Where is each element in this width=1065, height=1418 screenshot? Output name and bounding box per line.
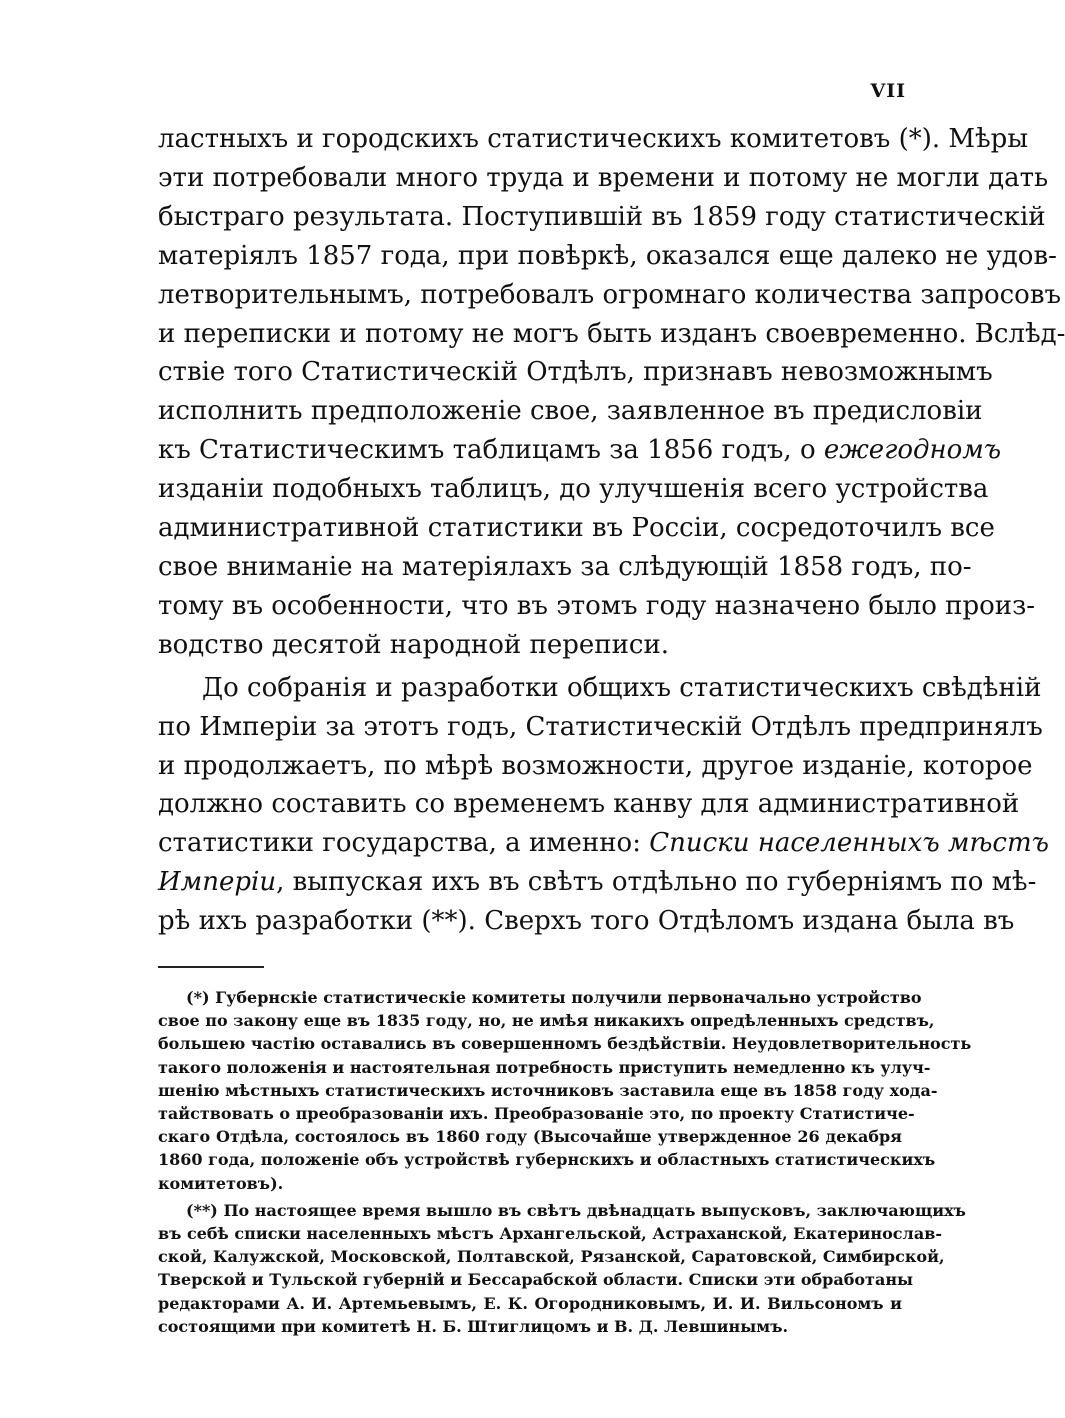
paragraph-1 xyxy=(158,120,1065,665)
text-line: летворительнымъ, потребовалъ огромнаго количества запросовъ xyxy=(158,279,1062,310)
text-line: тому въ особенности, что въ этомъ году назначено было произ- xyxy=(158,590,1036,621)
text-line: свое вниманіе на матеріялахъ за слѣдующій 1858 годъ, по- xyxy=(158,551,972,582)
text-line: должно составить со временемъ канву для административной xyxy=(158,789,1020,820)
text-line: административной статистики въ Россіи, сосредоточилъ все xyxy=(158,513,995,544)
italic-title: Имперіи xyxy=(158,867,277,898)
footnote-line: тайствовать о преобразованіи ихъ. Преобразованіе это, по проекту Статистиче- xyxy=(158,1104,915,1124)
italic-word: ежегодномъ xyxy=(823,435,1002,466)
text-line: рѣ ихъ разработки (**). Сверхъ того Отдѣломъ издана была въ xyxy=(158,906,1015,937)
text-line: исполнить предположеніе свое, заявленное въ предисловіи xyxy=(158,396,983,427)
text-line-mixed xyxy=(158,863,1037,902)
main-text xyxy=(158,120,1065,941)
text-line: ствіе того Статистическій Отдѣлъ, признавъ невозможнымъ xyxy=(158,357,993,388)
footnote-separator xyxy=(158,966,264,968)
footnote-line: шенію мѣстныхъ статистическихъ источниковъ заставила еще въ 1858 году хода- xyxy=(158,1080,938,1100)
italic-title: Списки населенныхъ мѣстъ xyxy=(649,828,1049,859)
footnote-line: (**) По настоящее время вышло въ свѣтъ двѣнадцать выпусковъ, заключающихъ xyxy=(186,1200,966,1220)
text-segment: статистики государства, а именно: xyxy=(158,828,650,859)
footnote-line: 1860 года, положеніе объ устройствѣ губернскихъ и областныхъ статистическихъ xyxy=(158,1150,936,1170)
footnote-1 xyxy=(158,986,972,1195)
footnote-line: большею частію оставались въ совершенномъ бездѣйствіи. Неудовлетворительность xyxy=(158,1034,972,1054)
footnote-line: комитетовъ). xyxy=(158,1173,284,1193)
footnote-line: въ себѣ списки населенныхъ мѣстъ Архангельской, Астраханской, Екатеринослав- xyxy=(158,1224,942,1244)
footnote-line: Тверской и Тульской губерній и Бессарабской области. Списки эти обработаны xyxy=(158,1270,914,1290)
text-line-mixed xyxy=(158,431,1002,470)
text-line: изданіи подобныхъ таблицъ, до улучшенія всего устройства xyxy=(158,474,989,505)
text-line: эти потребовали много труда и времени и потому не могли дать xyxy=(158,162,1049,193)
text-line-mixed xyxy=(158,824,1049,863)
text-line: До собранія и разработки общихъ статистическихъ свѣдѣній xyxy=(202,672,1042,703)
footnote-line: ской, Калужской, Московской, Полтавской, Рязанской, Саратовской, Симбирской, xyxy=(158,1247,945,1267)
text-line: и переписки и потому не могъ быть изданъ своевременно. Вслѣд- xyxy=(158,318,1065,349)
footnote-line: скаго Отдѣла, состоялось въ 1860 году (Высочайше утвержденное 26 декабря xyxy=(158,1127,902,1147)
footnote-line: свое по закону еще въ 1835 году, но, не имѣя никакихъ опредѣленныхъ средствъ, xyxy=(158,1011,935,1031)
text-line: быстраго результата. Поступившій въ 1859 году статистическій xyxy=(158,201,1046,232)
text-line: матеріялъ 1857 года, при повѣркѣ, оказался еще далеко не удов- xyxy=(158,240,1057,271)
text-line: по Имперіи за этотъ годъ, Статистическій Отдѣлъ предпринялъ xyxy=(158,711,1043,742)
footnote-line: редакторами А. И. Артемьевымъ, Е. К. Огородниковымъ, И. И. Вильсономъ и xyxy=(158,1293,902,1313)
footnote-line: состоящими при комитетѣ Н. Б. Штиглицомъ и В. Д. Левшинымъ. xyxy=(158,1316,789,1336)
footnote-2 xyxy=(158,1199,966,1338)
page-number: VII xyxy=(870,80,906,102)
footnote-line: такого положенія и настоятельная потребность приступить немедленно къ улуч- xyxy=(158,1057,931,1077)
footnotes xyxy=(158,986,972,1338)
paragraph-2 xyxy=(158,669,1049,941)
footnote-line: (*) Губернскіе статистическіе комитеты получили первоначально устройство xyxy=(186,988,922,1007)
text-line: водство десятой народной переписи. xyxy=(158,629,670,660)
text-segment: , выпуская ихъ въ свѣтъ отдѣльно по губерніямъ по мѣ- xyxy=(276,867,1037,898)
text-segment: къ Статистическимъ таблицамъ за 1856 годъ, о xyxy=(158,435,824,466)
text-line: ластныхъ и городскихъ статистическихъ комитетовъ (*). Мѣры xyxy=(158,124,1029,154)
text-line: и продолжаетъ, по мѣрѣ возможности, другое изданіе, которое xyxy=(158,750,1033,781)
